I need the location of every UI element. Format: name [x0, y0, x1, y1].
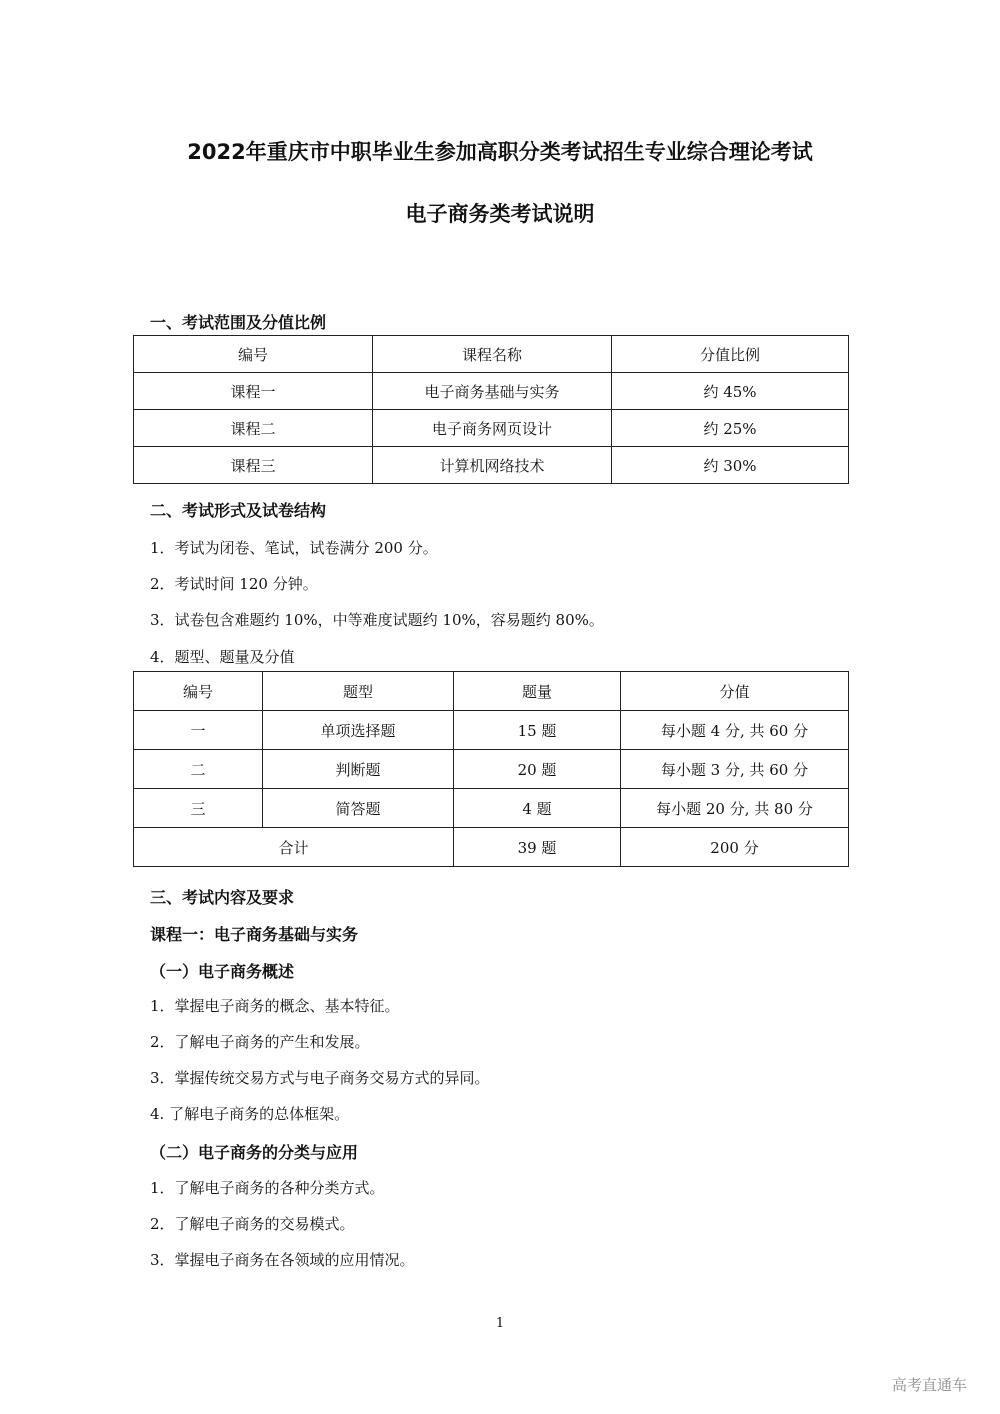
list-item: 3．掌握传统交易方式与电子商务交易方式的异同。 [150, 1069, 490, 1087]
table-total-row [134, 828, 849, 867]
table-header-row [134, 672, 849, 711]
list-item: 2．了解电子商务的产生和发展。 [150, 1033, 370, 1051]
document-subtitle: 电子商务类考试说明 [405, 202, 595, 226]
table-cell: 15 题 [454, 711, 621, 750]
section2-heading: 二、考试形式及试卷结构 [150, 501, 327, 520]
table-cell: 电子商务网页设计 [373, 410, 612, 447]
table-cell: 一 [134, 711, 263, 750]
table-header-cell: 编号 [134, 672, 263, 711]
list-item: 2．了解电子商务的交易模式。 [150, 1215, 355, 1233]
section1-heading: 一、考试范围及分值比例 [150, 313, 327, 332]
page-number: 1 [495, 1316, 505, 1331]
table-cell: 简答题 [263, 789, 454, 828]
table-header-cell: 课程名称 [373, 336, 612, 373]
table-cell: 约 25% [612, 410, 849, 447]
section3-heading: 三、考试内容及要求 [150, 888, 295, 907]
table-cell: 4 题 [454, 789, 621, 828]
table-cell: 约 30% [612, 447, 849, 484]
table-cell: 计算机网络技术 [373, 447, 612, 484]
subsection2-heading: （二）电子商务的分类与应用 [150, 1143, 359, 1162]
table-header-cell: 编号 [134, 336, 373, 373]
table-row [134, 447, 849, 484]
list-item: 4．题型、题量及分值 [150, 648, 295, 666]
document-title: 2022年重庆市中职毕业生参加高职分类考试招生专业综合理论考试 [187, 140, 813, 164]
table-cell: 课程一 [134, 373, 373, 410]
table-cell: 20 题 [454, 750, 621, 789]
table-cell: 二 [134, 750, 263, 789]
course1-heading: 课程一：电子商务基础与实务 [150, 925, 359, 944]
list-item: 1．了解电子商务的各种分类方式。 [150, 1179, 385, 1197]
table-cell: 单项选择题 [263, 711, 454, 750]
list-item: 4. 了解电子商务的总体框架。 [150, 1105, 350, 1123]
table-cell: 判断题 [263, 750, 454, 789]
list-item: 3．掌握电子商务在各领域的应用情况。 [150, 1251, 415, 1269]
total-count: 39 题 [454, 828, 621, 867]
table-header-cell: 题量 [454, 672, 621, 711]
list-item: 1．考试为闭卷、笔试，试卷满分 200 分。 [150, 539, 438, 557]
watermark: 高考直通车 [892, 1376, 968, 1394]
table-row [134, 789, 849, 828]
table-cell: 电子商务基础与实务 [373, 373, 612, 410]
subsection1-heading: （一）电子商务概述 [150, 962, 295, 981]
table-header-row [134, 336, 849, 373]
table-header-cell: 题型 [263, 672, 454, 711]
table-row [134, 711, 849, 750]
table-row [134, 410, 849, 447]
table-cell: 每小题 20 分, 共 80 分 [621, 789, 849, 828]
question-types-table [133, 671, 849, 867]
list-item: 3．试卷包含难题约 10%，中等难度试题约 10%，容易题约 80%。 [150, 611, 604, 629]
table-cell: 三 [134, 789, 263, 828]
table-header-cell: 分值比例 [612, 336, 849, 373]
table-cell: 每小题 3 分, 共 60 分 [621, 750, 849, 789]
table-row [134, 750, 849, 789]
table-header-cell: 分值 [621, 672, 849, 711]
scope-table [133, 335, 849, 484]
total-label: 合计 [134, 828, 454, 867]
table-cell: 课程三 [134, 447, 373, 484]
table-cell: 约 45% [612, 373, 849, 410]
table-cell: 课程二 [134, 410, 373, 447]
list-item: 2．考试时间 120 分钟。 [150, 575, 318, 593]
list-item: 1．掌握电子商务的概念、基本特征。 [150, 997, 400, 1015]
table-cell: 每小题 4 分, 共 60 分 [621, 711, 849, 750]
table-row [134, 373, 849, 410]
total-score: 200 分 [621, 828, 849, 867]
